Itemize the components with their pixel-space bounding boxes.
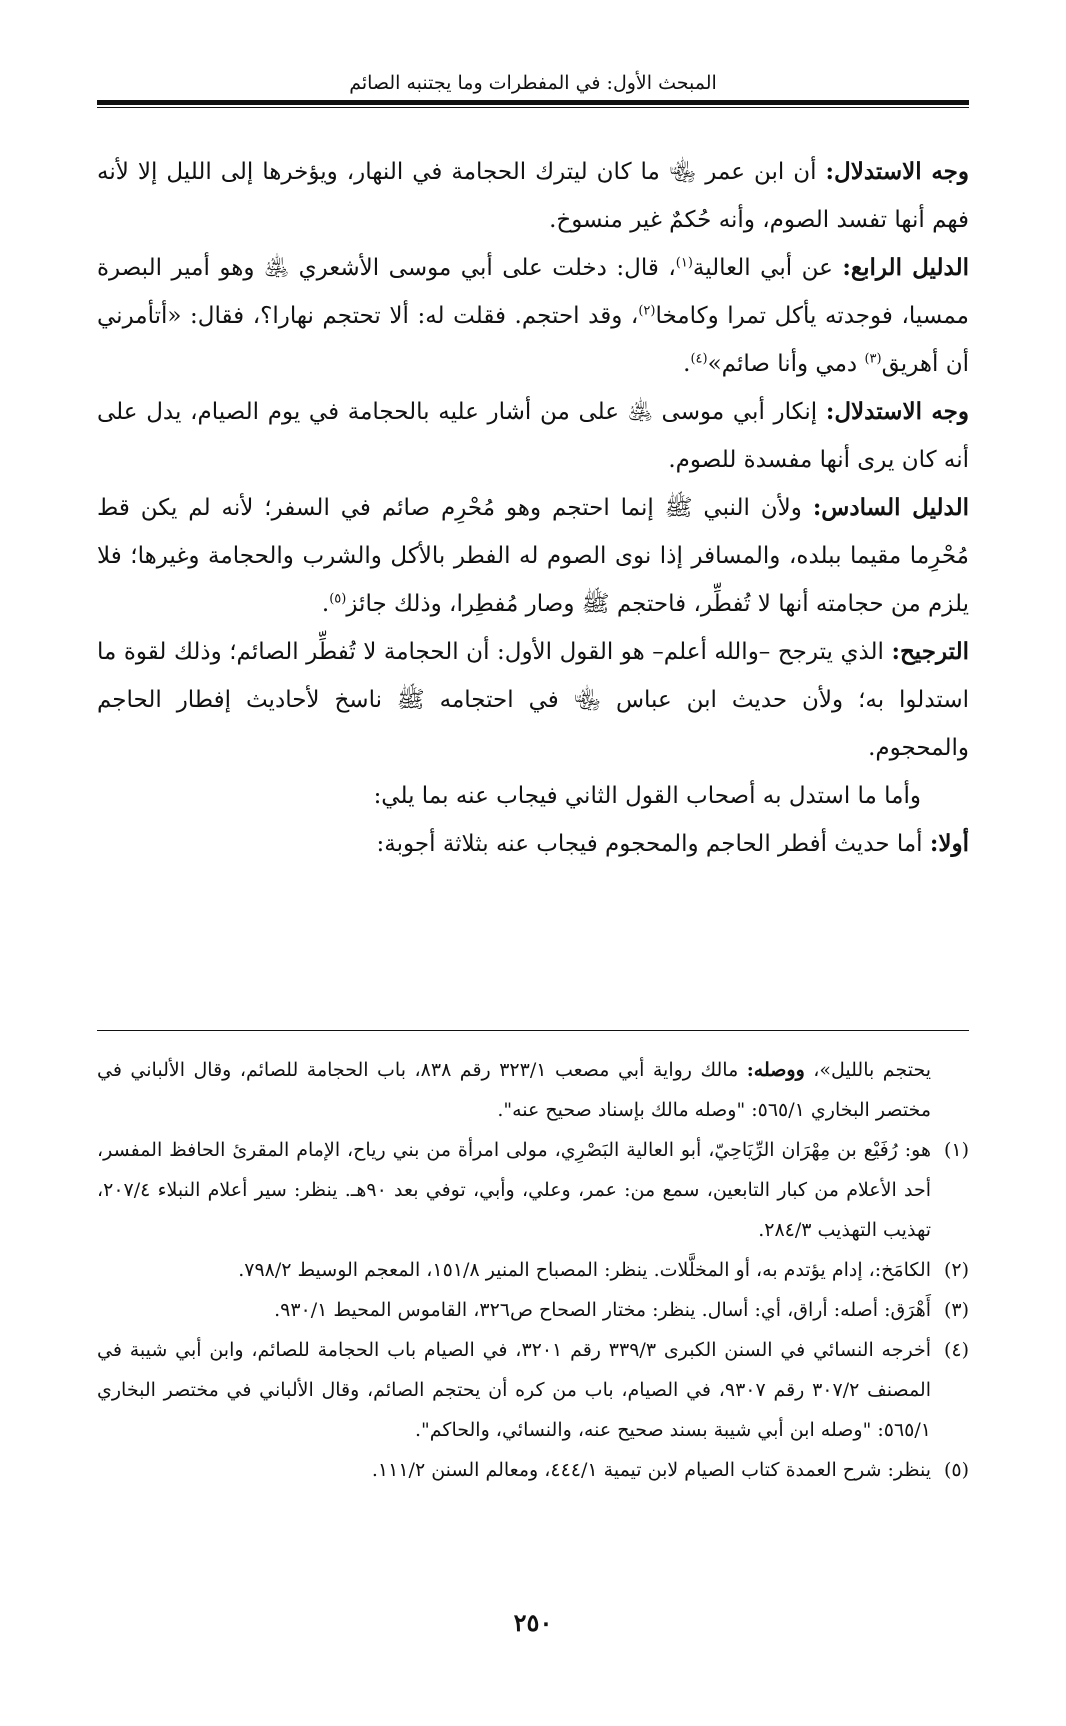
paragraph-label: أولا: [929, 830, 969, 857]
footnote-text: أخرجه النسائي في السنن الكبرى ٣٣٩/٣ رقم ٣٢٠١، في الصيام باب الحجامة للصائم، وابن أبي شيبة في المصنف ٣٠٧/٢ رقم ٩٣٠٧، في الصيام، باب من كره أن يحتجم الصائم، وقال الألباني في مختصر البخاري ٥٦٥/١: "وصله ابن أبي شيبة بسند صحيح عنه، والنسائي، والحاكم". [97, 1339, 931, 1441]
paragraph-label: الدليل الرابع: [842, 254, 969, 281]
footnote-ref-3[interactable]: (٣) [864, 351, 882, 367]
paragraph-istidlal-1: وجه الاستدلال: أن ابن عمر ﵄ ما كان ليترك الحجامة في النهار، ويؤخرها إلى الليل إلا لأنه فهم أنها تفسد الصوم، وأنه حُكمٌ غير منسوخ. [97, 158, 969, 233]
footnote-ref-4[interactable]: (٤) [690, 351, 708, 367]
footnote-1 [97, 1130, 969, 1250]
header-rule-thick [97, 100, 969, 105]
footnote-number: (٣) [943, 1299, 969, 1321]
paragraph-label: الدليل السادس: [812, 494, 969, 521]
footnote-number: (٤) [943, 1339, 969, 1361]
footnote-text: هو: رُفَيْع بن مِهْرَان الرِّيَاحِيّ، أبو العالية البَصْرِي، مولى امرأة من بني رياح، الإمام المقرئ الحافظ المفسر، أحد الأعلام من كبار التابعين، سمع من: عمر، وعلي، وأبي، توفي بعد ٩٠هـ. ينظر: سير أعلام النبلاء ٢٠٧/٤، تهذيب التهذيب ٢٨٤/٣. [97, 1139, 931, 1241]
footnote-number: (١) [943, 1139, 969, 1161]
footnote-3 [97, 1290, 969, 1330]
footnote-text: الكامَخ:، إدام يؤتدم به، أو المخلَّلات. ينظر: المصباح المنير ١٥١/٨، المعجم الوسيط ٧٩٨/٢. [238, 1259, 931, 1281]
footnote-number: (٥) [943, 1459, 969, 1481]
footnote-ref-1[interactable]: (١) [675, 255, 693, 271]
main-text [97, 148, 969, 868]
footnote-5 [97, 1450, 969, 1490]
footnotes [97, 1050, 969, 1490]
paragraph-label: وجه الاستدلال: [825, 158, 969, 185]
paragraph-tarjih: الترجيح: الذي يترجح –والله أعلم– هو القول الأول: أن الحجامة لا تُفطِّر الصائم؛ وذلك لقوة ما استدلوا به؛ ولأن حديث ابن عباس ﵄ في احتجامه ﷺ ناسخ لأحاديث إفطار الحاجم والمحجوم. [97, 638, 969, 761]
paragraph-dalil-4: الدليل الرابع: عن أبي العالية$^{(١)}$، قال: دخلت على أبي موسى الأشعري ﵁ وهو أمير البصرة ممسيا، فوجدته يأكل تمرا وكامخا$^{(٢)}$، وقد احتجم. فقلت له: ألا تحتجم نهارا؟، فقال: «أتأمرني أن أهريق$^{(٣)}$ دمي وأنا صائم»$^{(٤)}$. [97, 254, 969, 377]
footnote-text: أَهْرَق: أصله: أراق، أي: أسال. ينظر: مختار الصحاح ص٣٢٦، القاموس المحيط ٩٣٠/١. [274, 1299, 931, 1321]
running-header: المبحث الأول: في المفطرات وما يجتنبه الصائم [349, 72, 717, 94]
paragraph-response-intro: وأما ما استدل به أصحاب القول الثاني فيجاب عنه بما يلي: [373, 783, 921, 809]
paragraph-label: الترجيح: [891, 638, 969, 665]
header-rule-thin [97, 107, 969, 108]
paragraph-dalil-6: الدليل السادس: ولأن النبي ﷺ إنما احتجم وهو مُحْرِم صائم في السفر؛ لأنه لم يكن قط مُحْرِما مقيما ببلده، والمسافر إذا نوى الصوم له الفطر بالأكل والشرب والحجامة وغيرها؛ فلا يلزم من حجامته أنها لا تُفطِّر، فاحتجم ﷺ وصار مُفطِرا، وذلك جائز$^{(٥)}$. [97, 494, 969, 617]
paragraph-istidlal-2: وجه الاستدلال: إنكار أبي موسى ﵁ على من أشار عليه بالحجامة في يوم الصيام، يدل على أنه كان يرى أنها مفسدة للصوم. [97, 398, 969, 473]
paragraph-first-answer: أولا: أما حديث أفطر الحاجم والمحجوم فيجاب عنه بثلاثة أجوبة: [376, 830, 969, 857]
paragraph-label: وجه الاستدلال: [825, 398, 969, 425]
footnote-text: ينظر: شرح العمدة كتاب الصيام لابن تيمية ٤٤٤/١، ومعالم السنن ١١١/٢. [371, 1459, 931, 1481]
footnote-continuation: يحتجم بالليل»، ووصله: مالك رواية أبي مصعب ٣٢٣/١ رقم ٨٣٨، باب الحجامة للصائم، وقال الألباني في مختصر البخاري ٥٦٥/١: "وصله مالك بإسناد صحيح عنه". [97, 1059, 932, 1121]
page-number: ٢٥٠ [513, 1608, 553, 1637]
footnote-4 [97, 1330, 969, 1450]
footnote-ref-2[interactable]: (٢) [638, 303, 656, 319]
footnote-2 [97, 1250, 969, 1290]
footnote-ref-5[interactable]: (٥) [329, 591, 347, 607]
footnote-number: (٢) [943, 1259, 969, 1281]
footnote-separator [97, 1030, 969, 1031]
